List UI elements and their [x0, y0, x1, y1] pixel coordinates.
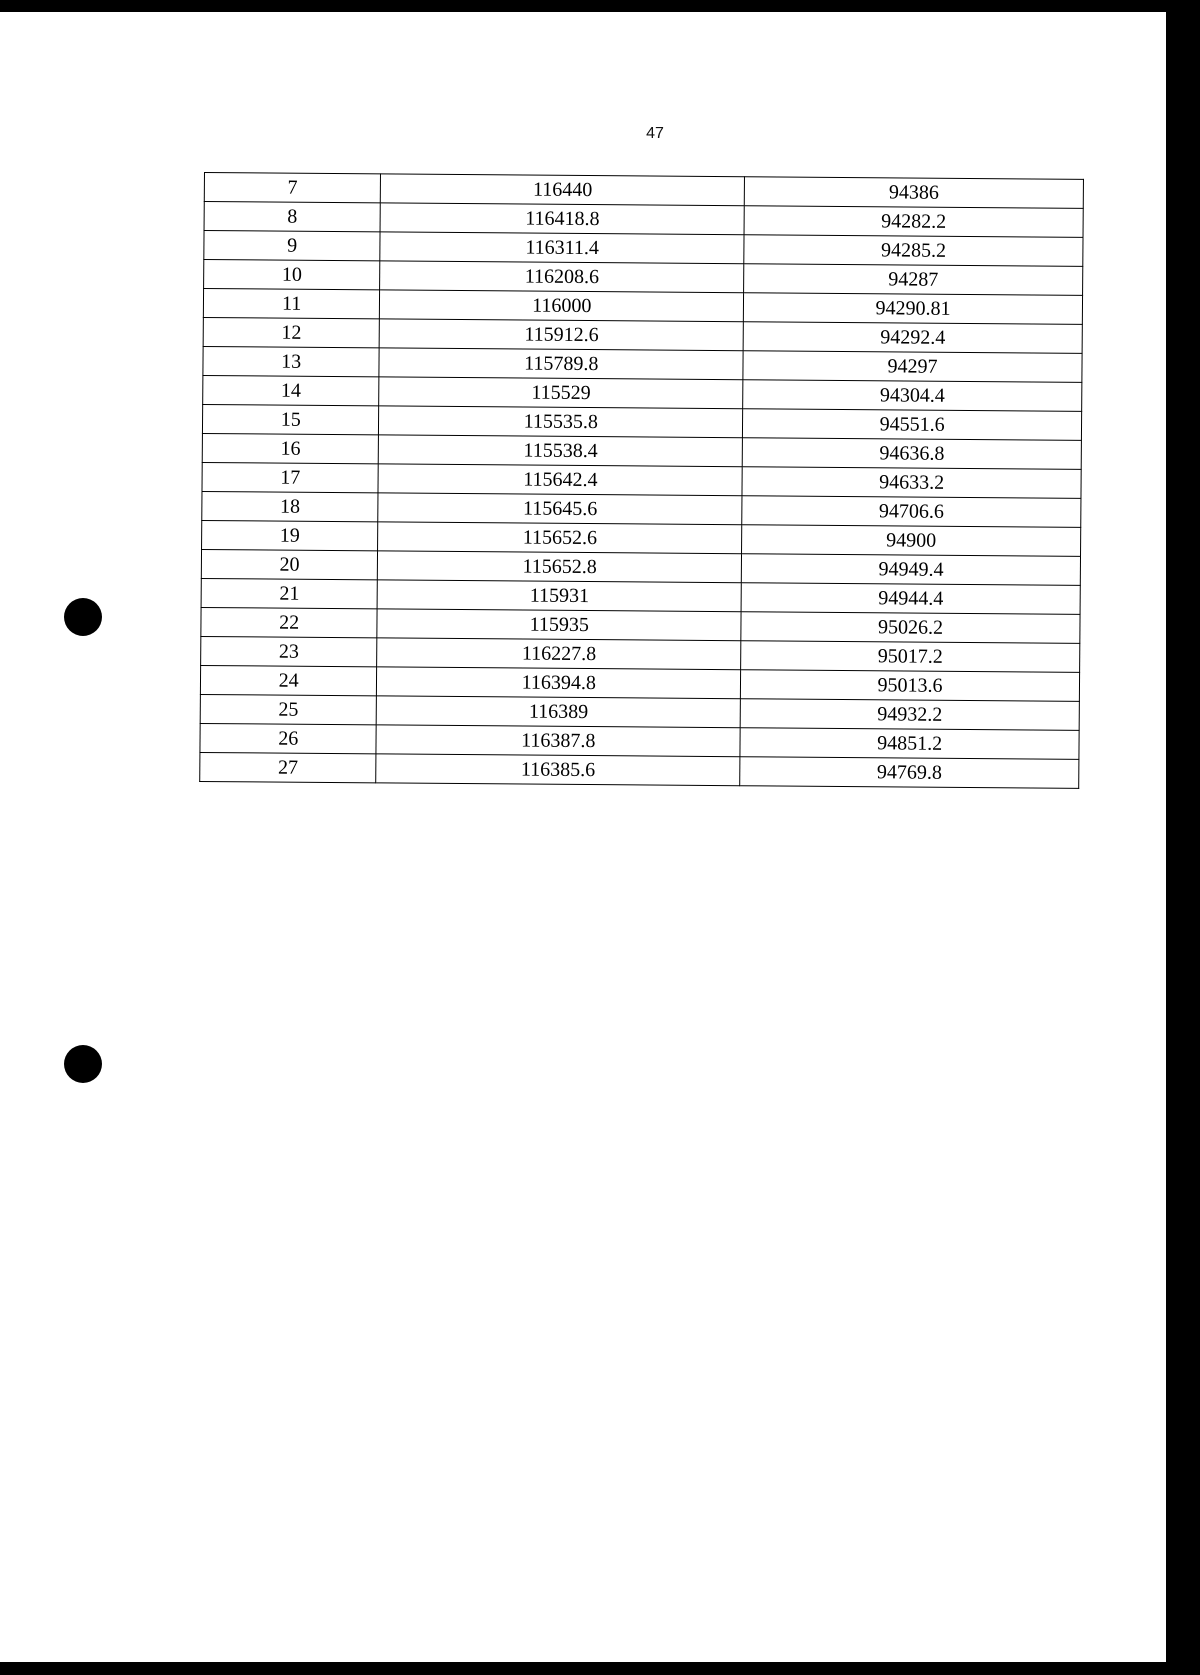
value-a-cell: 115529	[379, 377, 743, 409]
value-a-cell: 116418.8	[380, 203, 744, 235]
value-a-cell: 116440	[381, 174, 745, 206]
row-index-cell: 24	[200, 665, 377, 695]
value-b-cell: 94285.2	[744, 235, 1083, 267]
value-a-cell: 115912.6	[380, 319, 744, 351]
row-index-cell: 18	[202, 491, 379, 521]
value-b-cell: 94551.6	[743, 409, 1082, 441]
value-a-cell: 116311.4	[380, 232, 744, 264]
row-index-cell: 22	[201, 607, 378, 637]
row-index-cell: 20	[201, 549, 378, 579]
value-a-cell: 116387.8	[376, 725, 740, 757]
value-b-cell: 94769.8	[740, 757, 1079, 789]
row-index-cell: 9	[204, 231, 381, 261]
row-index-cell: 8	[204, 202, 381, 232]
value-a-cell: 115642.4	[378, 464, 742, 496]
row-index-cell: 23	[201, 636, 378, 666]
row-index-cell: 15	[202, 404, 379, 434]
row-index-cell: 26	[200, 723, 377, 753]
value-b-cell: 94944.4	[741, 583, 1080, 615]
value-a-cell: 115652.8	[378, 551, 742, 583]
data-table	[199, 172, 1084, 789]
punch-hole-bottom	[64, 1045, 102, 1083]
value-b-cell: 95013.6	[741, 670, 1080, 702]
value-a-cell: 116208.6	[380, 261, 744, 293]
value-a-cell: 116227.8	[377, 638, 741, 670]
row-index-cell: 27	[200, 752, 377, 782]
table-row	[200, 752, 1079, 788]
value-b-cell: 94706.6	[742, 496, 1081, 528]
value-b-cell: 94851.2	[740, 728, 1079, 760]
row-index-cell: 10	[204, 260, 381, 290]
row-index-cell: 21	[201, 578, 378, 608]
value-b-cell: 94292.4	[743, 322, 1082, 354]
value-a-cell: 116385.6	[376, 754, 740, 786]
row-index-cell: 12	[203, 317, 380, 347]
row-index-cell: 17	[202, 462, 379, 492]
row-index-cell: 16	[202, 433, 379, 463]
value-b-cell: 95017.2	[741, 641, 1080, 673]
row-index-cell: 7	[204, 173, 381, 203]
value-b-cell: 94297	[743, 351, 1082, 383]
value-a-cell: 116000	[380, 290, 744, 322]
row-index-cell: 25	[200, 694, 377, 724]
value-b-cell: 94282.2	[744, 206, 1083, 238]
value-a-cell: 115538.4	[379, 435, 743, 467]
value-b-cell: 94900	[742, 525, 1081, 557]
value-a-cell: 116389	[377, 696, 741, 728]
row-index-cell: 14	[203, 375, 380, 405]
value-a-cell: 115645.6	[378, 493, 742, 525]
row-index-cell: 11	[203, 289, 380, 319]
value-b-cell: 94304.4	[743, 380, 1082, 412]
value-a-cell: 116394.8	[377, 667, 741, 699]
punch-hole-top	[64, 598, 102, 636]
value-b-cell: 95026.2	[741, 612, 1080, 644]
row-index-cell: 19	[202, 520, 379, 550]
value-b-cell: 94932.2	[740, 699, 1079, 731]
value-b-cell: 94287	[744, 264, 1083, 296]
value-a-cell: 115935	[377, 609, 741, 641]
value-a-cell: 115931	[377, 580, 741, 612]
value-b-cell: 94949.4	[741, 554, 1080, 586]
value-a-cell: 115652.6	[378, 522, 742, 554]
value-a-cell: 115789.8	[379, 348, 743, 380]
value-b-cell: 94386	[744, 177, 1083, 209]
value-a-cell: 115535.8	[379, 406, 743, 438]
document-page	[0, 12, 1166, 1662]
row-index-cell: 13	[203, 346, 380, 376]
value-b-cell: 94290.81	[744, 293, 1083, 325]
value-b-cell: 94636.8	[742, 438, 1081, 470]
page-number: 47	[646, 125, 664, 142]
value-b-cell: 94633.2	[742, 467, 1081, 499]
